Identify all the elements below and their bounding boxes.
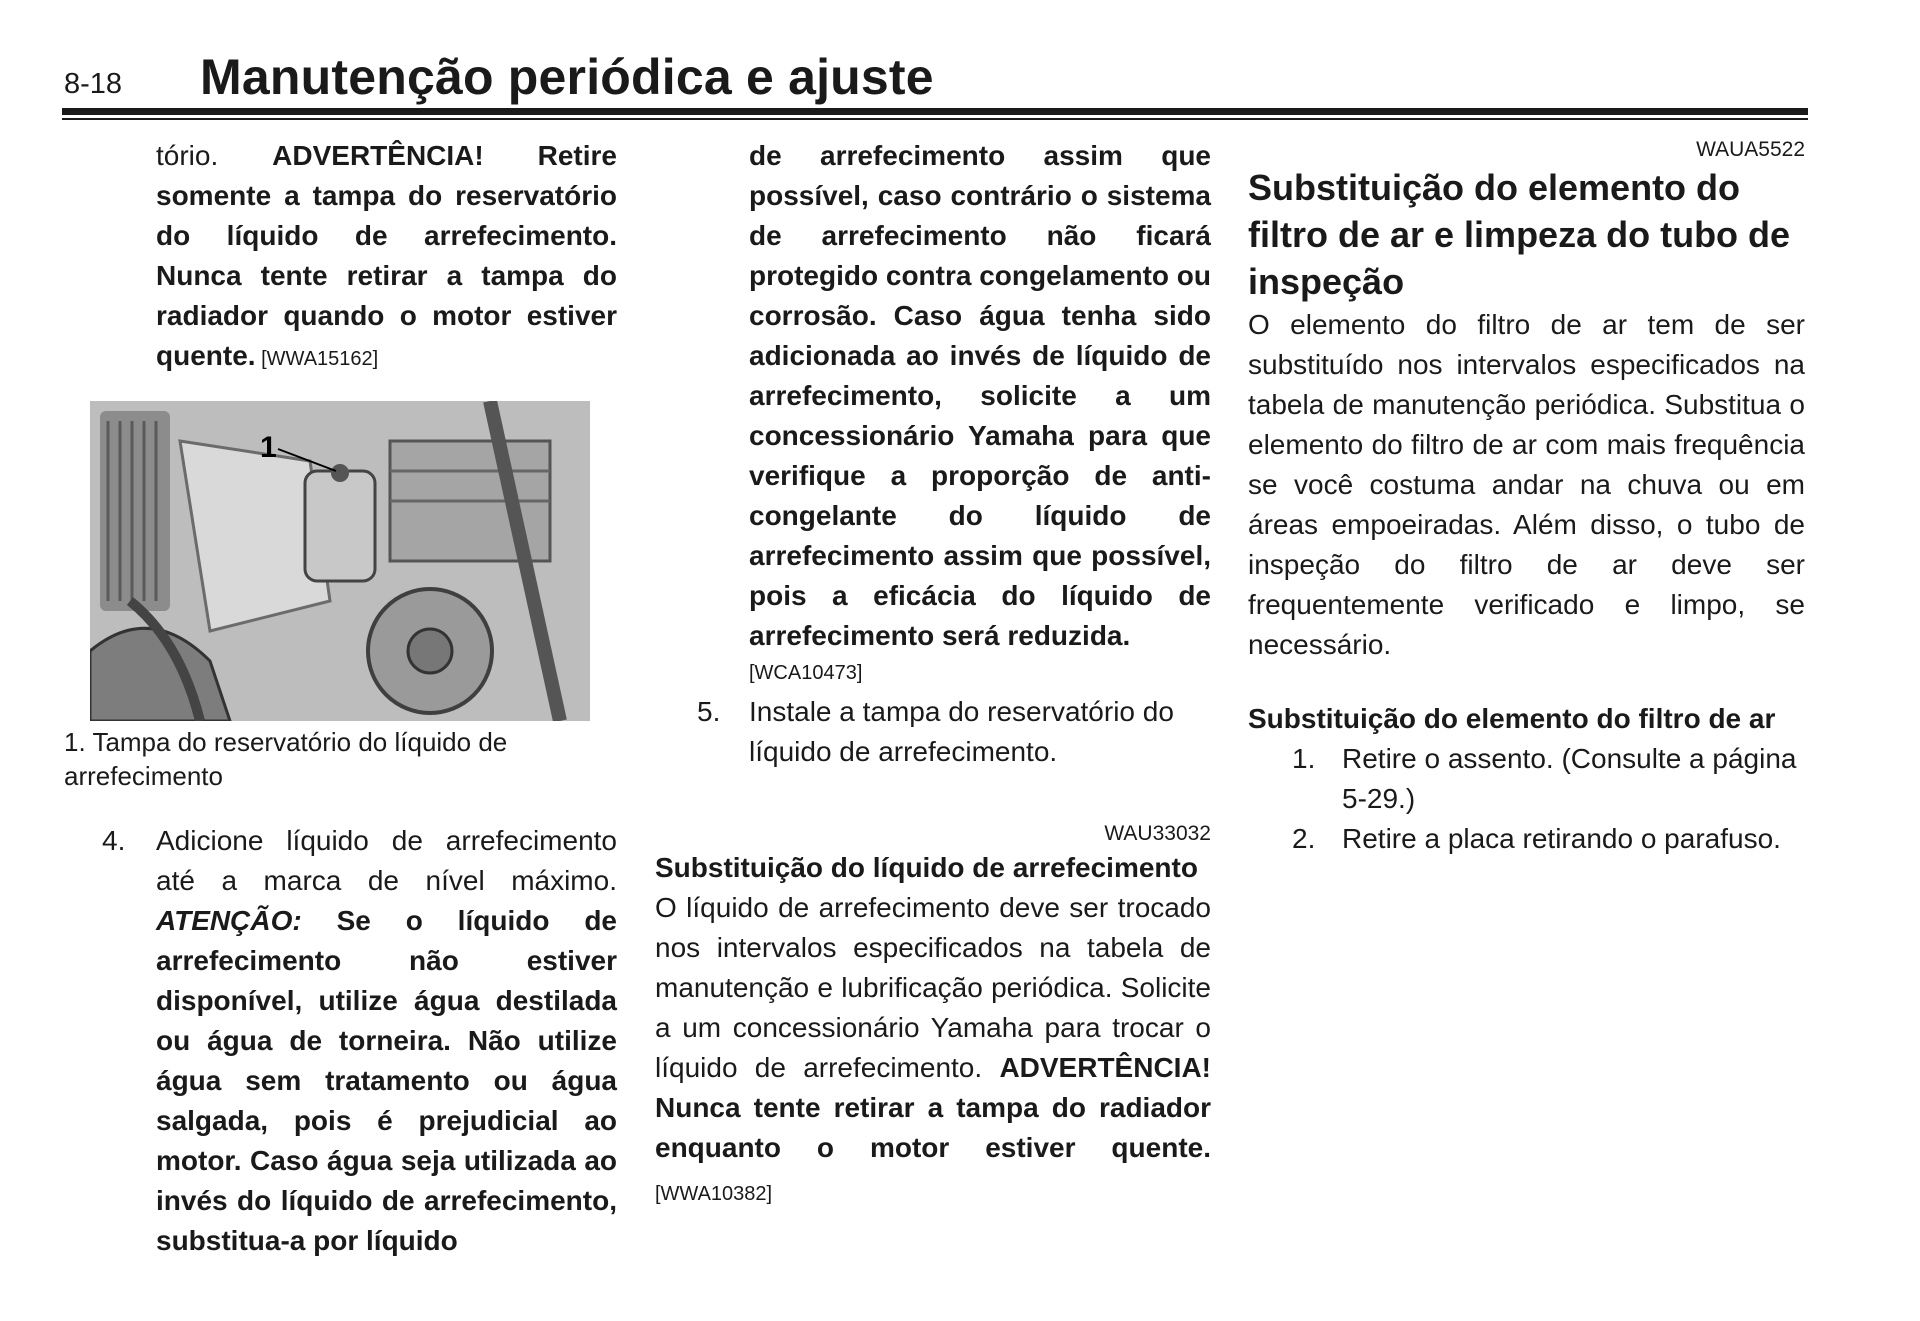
step-5: [655, 692, 1211, 772]
column-middle: [655, 136, 1211, 1214]
section-title-air-filter: Substituição do elemento do filtro de ar e limpeza do tubo de inspeção: [1248, 167, 1791, 302]
warning-lead-text: tório.: [156, 140, 273, 171]
section-body-coolant: [655, 888, 1211, 1214]
section-ref-code: WAU33032: [1104, 822, 1211, 845]
coolant-warning: ADVERTÊNCIA! Nunca tente retirar a tampa do radiador enquanto o motor estiver quente.: [655, 1052, 1211, 1163]
step-text: Retire o assento. (Consulte a página 5-29.): [1342, 743, 1797, 814]
step-number: 1.: [1292, 743, 1316, 774]
step-number: 2.: [1292, 823, 1316, 854]
section-ref-code: WAUA5522: [1696, 138, 1805, 161]
warning-bold-text: ADVERTÊNCIA! Retire somente a tampa do reservatório do líquido de arrefecimento. Nunca tente retirar a tampa do radiador quando o motor estiver quente.: [156, 140, 618, 371]
warning-continuation: [62, 136, 617, 379]
warning-code: [WWA15162]: [255, 348, 379, 370]
attention-code: [WCA10473]: [749, 662, 863, 684]
coolant-warning-code: [WWA10382]: [655, 1183, 773, 1205]
header-rule-thin: [62, 118, 1808, 120]
step-text: Retire a placa retirando o parafuso.: [1342, 823, 1781, 854]
column-right: [1248, 136, 1805, 859]
column-left: [62, 136, 617, 1261]
list-item: [1248, 819, 1805, 859]
header-rule: [62, 108, 1808, 115]
section-body-air-filter: O elemento do filtro de ar tem de ser substituído nos intervalos especificados na tabela de manutenção periódica. Substitua o elemento do filtro de ar com mais frequência se você costuma andar na chuva ou em áreas empoeiradas. Além disso, o tubo de inspeção do filtro de ar deve ser frequentemente verificado e limpo, se necessário.: [1248, 309, 1805, 660]
attention-label: ATENÇÃO:: [156, 905, 302, 936]
figure-callout-1: 1: [260, 431, 277, 464]
figure-caption: 1. Tampa do reservatório do líquido de arrefecimento: [64, 727, 508, 791]
engine-illustration: [90, 401, 590, 721]
page-header: [0, 0, 1920, 125]
page-title: Manutenção periódica e ajuste: [200, 49, 934, 105]
list-item: [1248, 739, 1805, 819]
step-4: [62, 821, 617, 1261]
section-title-coolant: Substituição do líquido de arrefecimento: [655, 852, 1198, 883]
page-number: 8-18: [64, 68, 123, 100]
coolant-body-text: O líquido de arrefecimento deve ser trocado nos intervalos especificados na tabela de manutenção e lubrificação periódica. Solicite a um concessionário Yamaha para trocar o líquido de arrefecimento.: [655, 892, 1211, 1083]
attention-text: Se o líquido de arrefecimento não estiver disponível, utilize água destilada ou água de torneira. Não utilize água sem tratamento ou água salgada, pois é prejudicial ao motor. Caso água seja utilizada ao invés do líquido de arrefecimento, substitua-a por líquido: [156, 905, 617, 1256]
step-4-lead: Adicione líquido de arrefecimento até a marca de nível máximo.: [156, 825, 617, 896]
step-number: 4.: [102, 825, 126, 856]
attention-continuation: de arrefecimento assim que possível, caso contrário o sistema de arrefecimento não ficará protegido contra congelamento ou corrosão. Caso água tenha sido adicionada ao invés de líquido de arrefecimento, solicite a um concessionário Yamaha para que verifique a proporção de anti-congelante do líquido de arrefecimento assim que possível, pois a eficácia do líquido de arrefecimento será reduzida.: [749, 140, 1212, 651]
step-5-text: Instale a tampa do reservatório do líquido de arrefecimento.: [749, 696, 1174, 767]
engine-reservoir-photo: [90, 401, 590, 721]
step-number: 5.: [697, 696, 721, 727]
subsection-title: Substituição do elemento do filtro de ar: [1248, 703, 1776, 734]
step-4-text: [156, 821, 617, 1261]
